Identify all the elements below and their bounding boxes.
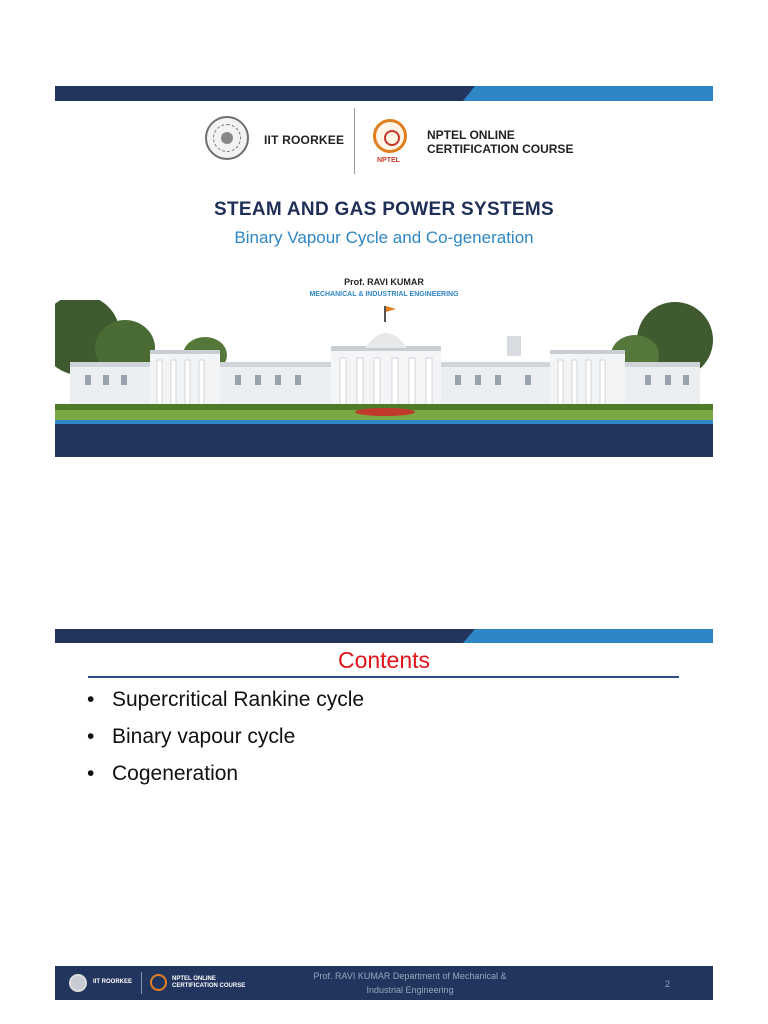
- course-title: STEAM AND GAS POWER SYSTEMS: [214, 199, 554, 220]
- heading-underline: [88, 676, 679, 678]
- professor-name: Prof. RAVI KUMAR: [344, 277, 424, 287]
- page-number: 2: [665, 979, 671, 989]
- department-name: MECHANICAL & INDUSTRIAL ENGINEERING: [309, 291, 459, 298]
- nptel-course-label: [427, 128, 573, 156]
- footer-nptel-line-1: NPTEL ONLINE: [172, 976, 216, 982]
- footer-credit: [285, 969, 535, 997]
- footer-divider: [141, 972, 142, 994]
- nptel-logo-icon: [373, 119, 407, 153]
- bullet-icon: •: [87, 762, 95, 785]
- slide-top-bar: [55, 629, 713, 643]
- contents-list: [87, 687, 364, 798]
- contents-heading: Contents: [337, 647, 431, 673]
- footer-institute: IIT ROORKEE: [93, 979, 133, 985]
- footer-nptel-line-2: CERTIFICATION COURSE: [172, 983, 246, 989]
- nptel-line-1: NPTEL ONLINE: [427, 128, 515, 142]
- list-item: [87, 761, 364, 798]
- footer-credit-line-2: Industrial Engineering: [366, 985, 454, 995]
- nptel-logo-icon: [150, 974, 167, 991]
- lecture-subtitle: Binary Vapour Cycle and Co-generation: [234, 228, 534, 247]
- footer-credit-line-1: Prof. RAVI KUMAR Department of Mechanical &: [313, 971, 507, 981]
- slide-top-bar: [55, 86, 713, 101]
- list-item-text: Binary vapour cycle: [112, 725, 296, 748]
- list-item: [87, 724, 364, 761]
- iit-roorkee-seal-icon: [69, 974, 87, 992]
- title-slide: [55, 86, 713, 457]
- list-item-text: Supercritical Rankine cycle: [112, 688, 365, 711]
- bullet-icon: •: [87, 688, 95, 711]
- nptel-logo-label: NPTEL: [377, 157, 400, 164]
- list-item: [87, 687, 364, 724]
- campus-building-photo: [55, 300, 713, 420]
- slide-footer: [55, 966, 713, 1000]
- nptel-line-2: CERTIFICATION COURSE: [427, 142, 574, 156]
- footer-nptel-label: [172, 976, 245, 990]
- iit-roorkee-seal-icon: [205, 116, 249, 160]
- list-item-text: Cogeneration: [112, 762, 239, 785]
- slide-bottom-bar: [55, 420, 713, 457]
- contents-slide: [55, 629, 713, 1000]
- bullet-icon: •: [87, 725, 95, 748]
- institute-name: IIT ROORKEE: [264, 133, 345, 147]
- logo-divider: [354, 108, 355, 174]
